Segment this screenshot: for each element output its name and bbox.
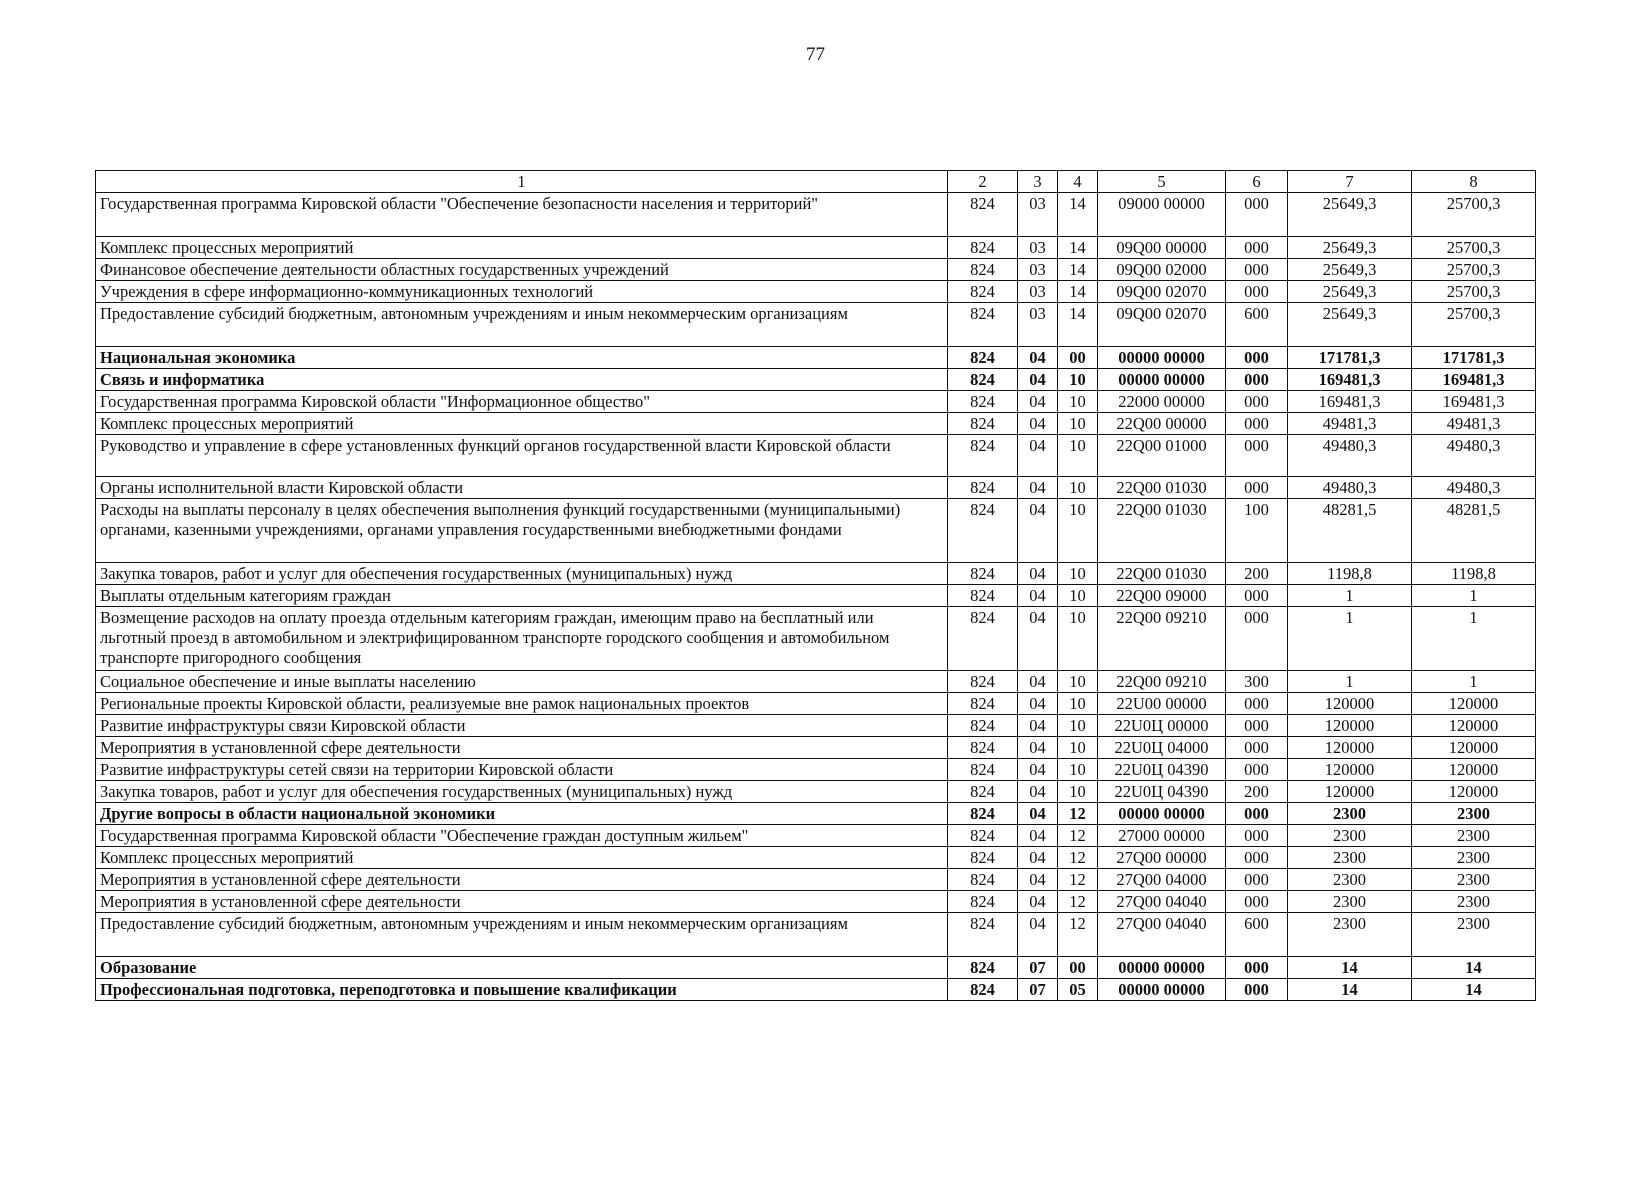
col-4-code: 10 bbox=[1058, 563, 1098, 585]
table-row bbox=[96, 435, 1536, 477]
item-name: Учреждения в сфере информационно-коммуникационных технологий bbox=[96, 281, 948, 303]
col-6-code: 000 bbox=[1226, 585, 1288, 607]
col-3-code: 07 bbox=[1018, 957, 1058, 979]
col-3-code: 04 bbox=[1018, 391, 1058, 413]
col-8-amount: 49480,3 bbox=[1412, 477, 1536, 499]
table-row bbox=[96, 803, 1536, 825]
item-name: Комплекс процессных мероприятий bbox=[96, 847, 948, 869]
col-4-code: 10 bbox=[1058, 715, 1098, 737]
col-6-code: 600 bbox=[1226, 913, 1288, 957]
col-8-amount: 2300 bbox=[1412, 869, 1536, 891]
table-row bbox=[96, 499, 1536, 563]
col-6-code: 000 bbox=[1226, 737, 1288, 759]
col-6-code: 000 bbox=[1226, 369, 1288, 391]
col-4-code: 00 bbox=[1058, 957, 1098, 979]
table-row bbox=[96, 193, 1536, 237]
table-row bbox=[96, 781, 1536, 803]
col-2-code: 824 bbox=[948, 391, 1018, 413]
col-2-code: 824 bbox=[948, 477, 1018, 499]
col-8-amount: 1 bbox=[1412, 607, 1536, 671]
table-row bbox=[96, 759, 1536, 781]
col-7-amount: 169481,3 bbox=[1288, 369, 1412, 391]
col-4-code: 10 bbox=[1058, 693, 1098, 715]
col-5-code: 27000 00000 bbox=[1098, 825, 1226, 847]
table-row bbox=[96, 413, 1536, 435]
col-5-code: 22U00 00000 bbox=[1098, 693, 1226, 715]
col-7-amount: 120000 bbox=[1288, 781, 1412, 803]
col-3-code: 04 bbox=[1018, 563, 1058, 585]
col-3-code: 04 bbox=[1018, 781, 1058, 803]
item-name: Органы исполнительной власти Кировской области bbox=[96, 477, 948, 499]
col-6-code: 000 bbox=[1226, 957, 1288, 979]
col-3-code: 03 bbox=[1018, 259, 1058, 281]
col-2-code: 824 bbox=[948, 957, 1018, 979]
col-2-code: 824 bbox=[948, 259, 1018, 281]
col-2-code: 824 bbox=[948, 281, 1018, 303]
col-5-code: 00000 00000 bbox=[1098, 347, 1226, 369]
col-8-amount: 2300 bbox=[1412, 803, 1536, 825]
col-5-code: 22Q00 01030 bbox=[1098, 563, 1226, 585]
col-7-amount: 2300 bbox=[1288, 891, 1412, 913]
col-3-code: 04 bbox=[1018, 891, 1058, 913]
col-2-code: 824 bbox=[948, 585, 1018, 607]
col-7-amount: 49481,3 bbox=[1288, 413, 1412, 435]
header-row bbox=[96, 171, 1536, 193]
col-7-amount: 14 bbox=[1288, 957, 1412, 979]
col-2-code: 824 bbox=[948, 237, 1018, 259]
col-3-code: 04 bbox=[1018, 913, 1058, 957]
col-6-code: 000 bbox=[1226, 391, 1288, 413]
col-3-code: 04 bbox=[1018, 477, 1058, 499]
col-2-code: 824 bbox=[948, 803, 1018, 825]
item-name: Финансовое обеспечение деятельности областных государственных учреждений bbox=[96, 259, 948, 281]
col-8-amount: 25700,3 bbox=[1412, 259, 1536, 281]
col-4-code: 12 bbox=[1058, 869, 1098, 891]
col-4-code: 12 bbox=[1058, 847, 1098, 869]
col-7-amount: 2300 bbox=[1288, 825, 1412, 847]
col-7-amount: 120000 bbox=[1288, 715, 1412, 737]
item-name: Государственная программа Кировской области "Обеспечение граждан доступным жильем" bbox=[96, 825, 948, 847]
col-4-code: 10 bbox=[1058, 781, 1098, 803]
item-name: Связь и информатика bbox=[96, 369, 948, 391]
table-row bbox=[96, 891, 1536, 913]
col-2-code: 824 bbox=[948, 781, 1018, 803]
col-2-code: 824 bbox=[948, 913, 1018, 957]
col-2-code: 824 bbox=[948, 979, 1018, 1001]
table-row bbox=[96, 957, 1536, 979]
item-name: Закупка товаров, работ и услуг для обеспечения государственных (муниципальных) нужд bbox=[96, 563, 948, 585]
col-3-code: 03 bbox=[1018, 193, 1058, 237]
col-8-amount: 120000 bbox=[1412, 781, 1536, 803]
col-6-code: 000 bbox=[1226, 413, 1288, 435]
item-name: Закупка товаров, работ и услуг для обеспечения государственных (муниципальных) нужд bbox=[96, 781, 948, 803]
col-8-amount: 120000 bbox=[1412, 715, 1536, 737]
col-2-code: 824 bbox=[948, 715, 1018, 737]
col-3-code: 04 bbox=[1018, 435, 1058, 477]
col-6-code: 000 bbox=[1226, 847, 1288, 869]
col-5-code: 22U0Ц 04390 bbox=[1098, 759, 1226, 781]
header-col-3: 3 bbox=[1018, 171, 1058, 193]
col-4-code: 12 bbox=[1058, 913, 1098, 957]
col-5-code: 22Q00 00000 bbox=[1098, 413, 1226, 435]
header-col-4: 4 bbox=[1058, 171, 1098, 193]
col-6-code: 000 bbox=[1226, 979, 1288, 1001]
table-row bbox=[96, 979, 1536, 1001]
col-7-amount: 2300 bbox=[1288, 913, 1412, 957]
item-name: Выплаты отдельным категориям граждан bbox=[96, 585, 948, 607]
item-name: Комплекс процессных мероприятий bbox=[96, 413, 948, 435]
col-8-amount: 1198,8 bbox=[1412, 563, 1536, 585]
col-3-code: 04 bbox=[1018, 347, 1058, 369]
col-8-amount: 49481,3 bbox=[1412, 413, 1536, 435]
col-7-amount: 1 bbox=[1288, 671, 1412, 693]
item-name: Мероприятия в установленной сфере деятельности bbox=[96, 737, 948, 759]
col-7-amount: 2300 bbox=[1288, 869, 1412, 891]
col-4-code: 14 bbox=[1058, 259, 1098, 281]
col-4-code: 12 bbox=[1058, 825, 1098, 847]
col-8-amount: 2300 bbox=[1412, 913, 1536, 957]
col-7-amount: 120000 bbox=[1288, 737, 1412, 759]
table-body bbox=[96, 193, 1536, 1001]
col-3-code: 04 bbox=[1018, 585, 1058, 607]
col-6-code: 000 bbox=[1226, 281, 1288, 303]
col-7-amount: 49480,3 bbox=[1288, 435, 1412, 477]
col-3-code: 04 bbox=[1018, 869, 1058, 891]
col-7-amount: 169481,3 bbox=[1288, 391, 1412, 413]
col-8-amount: 2300 bbox=[1412, 847, 1536, 869]
col-5-code: 09Q00 00000 bbox=[1098, 237, 1226, 259]
col-2-code: 824 bbox=[948, 891, 1018, 913]
item-name: Государственная программа Кировской области "Обеспечение безопасности населения и территорий" bbox=[96, 193, 948, 237]
col-4-code: 05 bbox=[1058, 979, 1098, 1001]
item-name: Национальная экономика bbox=[96, 347, 948, 369]
header-col-2: 2 bbox=[948, 171, 1018, 193]
col-2-code: 824 bbox=[948, 847, 1018, 869]
table-row bbox=[96, 303, 1536, 347]
col-4-code: 10 bbox=[1058, 369, 1098, 391]
col-8-amount: 169481,3 bbox=[1412, 369, 1536, 391]
col-2-code: 824 bbox=[948, 435, 1018, 477]
item-name: Расходы на выплаты персоналу в целях обеспечения выполнения функций государственными (муниципальными) органами, казенными учреждениями, органами управления государственными внебюджетными фондами bbox=[96, 499, 948, 563]
item-name: Региональные проекты Кировской области, реализуемые вне рамок национальных проектов bbox=[96, 693, 948, 715]
col-5-code: 27Q00 04000 bbox=[1098, 869, 1226, 891]
col-3-code: 03 bbox=[1018, 303, 1058, 347]
table-row bbox=[96, 563, 1536, 585]
col-5-code: 00000 00000 bbox=[1098, 957, 1226, 979]
col-6-code: 000 bbox=[1226, 259, 1288, 281]
col-7-amount: 1 bbox=[1288, 585, 1412, 607]
table-row bbox=[96, 281, 1536, 303]
col-8-amount: 1 bbox=[1412, 585, 1536, 607]
col-5-code: 27Q00 00000 bbox=[1098, 847, 1226, 869]
col-3-code: 04 bbox=[1018, 825, 1058, 847]
col-3-code: 04 bbox=[1018, 715, 1058, 737]
col-5-code: 09000 00000 bbox=[1098, 193, 1226, 237]
col-2-code: 824 bbox=[948, 499, 1018, 563]
col-6-code: 000 bbox=[1226, 693, 1288, 715]
col-2-code: 824 bbox=[948, 193, 1018, 237]
item-name: Руководство и управление в сфере установленных функций органов государственной власти Кировской области bbox=[96, 435, 948, 477]
col-4-code: 10 bbox=[1058, 499, 1098, 563]
col-2-code: 824 bbox=[948, 759, 1018, 781]
col-6-code: 000 bbox=[1226, 477, 1288, 499]
header-col-5: 5 bbox=[1098, 171, 1226, 193]
col-5-code: 22Q00 09210 bbox=[1098, 607, 1226, 671]
col-8-amount: 25700,3 bbox=[1412, 193, 1536, 237]
col-2-code: 824 bbox=[948, 737, 1018, 759]
col-5-code: 09Q00 02070 bbox=[1098, 281, 1226, 303]
col-6-code: 000 bbox=[1226, 607, 1288, 671]
col-7-amount: 14 bbox=[1288, 979, 1412, 1001]
page-number: 77 bbox=[806, 44, 825, 65]
col-4-code: 10 bbox=[1058, 607, 1098, 671]
table-row bbox=[96, 869, 1536, 891]
col-8-amount: 25700,3 bbox=[1412, 237, 1536, 259]
col-2-code: 824 bbox=[948, 347, 1018, 369]
col-5-code: 09Q00 02000 bbox=[1098, 259, 1226, 281]
col-4-code: 00 bbox=[1058, 347, 1098, 369]
col-2-code: 824 bbox=[948, 607, 1018, 671]
item-name: Предоставление субсидий бюджетным, автономным учреждениям и иным некоммерческим организациям bbox=[96, 913, 948, 957]
item-name: Государственная программа Кировской области "Информационное общество" bbox=[96, 391, 948, 413]
col-6-code: 000 bbox=[1226, 715, 1288, 737]
col-8-amount: 171781,3 bbox=[1412, 347, 1536, 369]
col-4-code: 12 bbox=[1058, 891, 1098, 913]
col-8-amount: 48281,5 bbox=[1412, 499, 1536, 563]
col-7-amount: 2300 bbox=[1288, 847, 1412, 869]
col-6-code: 000 bbox=[1226, 435, 1288, 477]
col-4-code: 10 bbox=[1058, 477, 1098, 499]
col-4-code: 10 bbox=[1058, 759, 1098, 781]
col-2-code: 824 bbox=[948, 563, 1018, 585]
col-4-code: 10 bbox=[1058, 585, 1098, 607]
col-8-amount: 2300 bbox=[1412, 891, 1536, 913]
item-name: Образование bbox=[96, 957, 948, 979]
col-4-code: 10 bbox=[1058, 391, 1098, 413]
col-7-amount: 1 bbox=[1288, 607, 1412, 671]
col-3-code: 03 bbox=[1018, 237, 1058, 259]
col-8-amount: 120000 bbox=[1412, 759, 1536, 781]
col-6-code: 300 bbox=[1226, 671, 1288, 693]
item-name: Социальное обеспечение и иные выплаты населению bbox=[96, 671, 948, 693]
header-col-6: 6 bbox=[1226, 171, 1288, 193]
col-3-code: 04 bbox=[1018, 693, 1058, 715]
col-8-amount: 120000 bbox=[1412, 693, 1536, 715]
col-3-code: 04 bbox=[1018, 499, 1058, 563]
col-8-amount: 25700,3 bbox=[1412, 303, 1536, 347]
col-6-code: 200 bbox=[1226, 563, 1288, 585]
col-6-code: 000 bbox=[1226, 869, 1288, 891]
table-row bbox=[96, 347, 1536, 369]
col-6-code: 000 bbox=[1226, 193, 1288, 237]
item-name: Комплекс процессных мероприятий bbox=[96, 237, 948, 259]
col-2-code: 824 bbox=[948, 303, 1018, 347]
item-name: Развитие инфраструктуры сетей связи на территории Кировской области bbox=[96, 759, 948, 781]
col-5-code: 22Q00 01000 bbox=[1098, 435, 1226, 477]
table-row bbox=[96, 237, 1536, 259]
col-5-code: 22U0Ц 04390 bbox=[1098, 781, 1226, 803]
table-row bbox=[96, 477, 1536, 499]
col-7-amount: 25649,3 bbox=[1288, 193, 1412, 237]
col-5-code: 27Q00 04040 bbox=[1098, 913, 1226, 957]
col-7-amount: 49480,3 bbox=[1288, 477, 1412, 499]
col-3-code: 04 bbox=[1018, 413, 1058, 435]
table-row bbox=[96, 847, 1536, 869]
col-8-amount: 2300 bbox=[1412, 825, 1536, 847]
col-3-code: 04 bbox=[1018, 759, 1058, 781]
item-name: Мероприятия в установленной сфере деятельности bbox=[96, 869, 948, 891]
table-row bbox=[96, 259, 1536, 281]
table-row bbox=[96, 737, 1536, 759]
col-4-code: 12 bbox=[1058, 803, 1098, 825]
col-6-code: 600 bbox=[1226, 303, 1288, 347]
table-row bbox=[96, 607, 1536, 671]
col-8-amount: 1 bbox=[1412, 671, 1536, 693]
col-7-amount: 120000 bbox=[1288, 759, 1412, 781]
header-col-1: 1 bbox=[96, 171, 948, 193]
col-4-code: 10 bbox=[1058, 435, 1098, 477]
col-2-code: 824 bbox=[948, 671, 1018, 693]
table-row bbox=[96, 693, 1536, 715]
col-5-code: 22Q00 01030 bbox=[1098, 477, 1226, 499]
col-2-code: 824 bbox=[948, 413, 1018, 435]
item-name: Мероприятия в установленной сфере деятельности bbox=[96, 891, 948, 913]
col-7-amount: 48281,5 bbox=[1288, 499, 1412, 563]
col-3-code: 03 bbox=[1018, 281, 1058, 303]
item-name: Профессиональная подготовка, переподготовка и повышение квалификации bbox=[96, 979, 948, 1001]
col-6-code: 000 bbox=[1226, 891, 1288, 913]
table-row bbox=[96, 913, 1536, 957]
col-3-code: 04 bbox=[1018, 369, 1058, 391]
col-5-code: 22000 00000 bbox=[1098, 391, 1226, 413]
col-5-code: 22Q00 09210 bbox=[1098, 671, 1226, 693]
col-6-code: 100 bbox=[1226, 499, 1288, 563]
col-6-code: 200 bbox=[1226, 781, 1288, 803]
col-3-code: 04 bbox=[1018, 803, 1058, 825]
col-5-code: 22Q00 01030 bbox=[1098, 499, 1226, 563]
col-5-code: 00000 00000 bbox=[1098, 979, 1226, 1001]
item-name: Предоставление субсидий бюджетным, автономным учреждениям и иным некоммерческим организациям bbox=[96, 303, 948, 347]
col-6-code: 000 bbox=[1226, 825, 1288, 847]
col-4-code: 14 bbox=[1058, 303, 1098, 347]
table-row bbox=[96, 825, 1536, 847]
col-7-amount: 25649,3 bbox=[1288, 281, 1412, 303]
col-3-code: 04 bbox=[1018, 671, 1058, 693]
col-5-code: 00000 00000 bbox=[1098, 803, 1226, 825]
col-5-code: 27Q00 04040 bbox=[1098, 891, 1226, 913]
col-2-code: 824 bbox=[948, 869, 1018, 891]
col-7-amount: 171781,3 bbox=[1288, 347, 1412, 369]
col-8-amount: 14 bbox=[1412, 979, 1536, 1001]
table-row bbox=[96, 585, 1536, 607]
item-name: Развитие инфраструктуры связи Кировской области bbox=[96, 715, 948, 737]
col-4-code: 14 bbox=[1058, 193, 1098, 237]
col-3-code: 04 bbox=[1018, 737, 1058, 759]
col-4-code: 14 bbox=[1058, 237, 1098, 259]
col-6-code: 000 bbox=[1226, 759, 1288, 781]
col-5-code: 22U0Ц 00000 bbox=[1098, 715, 1226, 737]
col-5-code: 22U0Ц 04000 bbox=[1098, 737, 1226, 759]
col-6-code: 000 bbox=[1226, 347, 1288, 369]
col-8-amount: 25700,3 bbox=[1412, 281, 1536, 303]
table-row bbox=[96, 369, 1536, 391]
col-7-amount: 25649,3 bbox=[1288, 303, 1412, 347]
col-3-code: 04 bbox=[1018, 607, 1058, 671]
col-6-code: 000 bbox=[1226, 803, 1288, 825]
col-4-code: 10 bbox=[1058, 737, 1098, 759]
table-row bbox=[96, 671, 1536, 693]
item-name: Возмещение расходов на оплату проезда отдельным категориям граждан, имеющим право на бесплатный или льготный проезд в автомобильном и электрифицированном транспорте городского сообщения и автомобильном транспорте пригородного сообщения bbox=[96, 607, 948, 671]
col-3-code: 07 bbox=[1018, 979, 1058, 1001]
table-row bbox=[96, 715, 1536, 737]
col-5-code: 09Q00 02070 bbox=[1098, 303, 1226, 347]
header-col-7: 7 bbox=[1288, 171, 1412, 193]
col-4-code: 10 bbox=[1058, 413, 1098, 435]
col-5-code: 00000 00000 bbox=[1098, 369, 1226, 391]
col-7-amount: 120000 bbox=[1288, 693, 1412, 715]
col-4-code: 10 bbox=[1058, 671, 1098, 693]
col-3-code: 04 bbox=[1018, 847, 1058, 869]
col-8-amount: 14 bbox=[1412, 957, 1536, 979]
col-7-amount: 1198,8 bbox=[1288, 563, 1412, 585]
col-7-amount: 2300 bbox=[1288, 803, 1412, 825]
col-2-code: 824 bbox=[948, 369, 1018, 391]
col-8-amount: 169481,3 bbox=[1412, 391, 1536, 413]
col-5-code: 22Q00 09000 bbox=[1098, 585, 1226, 607]
col-8-amount: 120000 bbox=[1412, 737, 1536, 759]
item-name: Другие вопросы в области национальной экономики bbox=[96, 803, 948, 825]
col-6-code: 000 bbox=[1226, 237, 1288, 259]
col-7-amount: 25649,3 bbox=[1288, 237, 1412, 259]
col-8-amount: 49480,3 bbox=[1412, 435, 1536, 477]
table-row bbox=[96, 391, 1536, 413]
col-7-amount: 25649,3 bbox=[1288, 259, 1412, 281]
col-2-code: 824 bbox=[948, 693, 1018, 715]
col-4-code: 14 bbox=[1058, 281, 1098, 303]
col-2-code: 824 bbox=[948, 825, 1018, 847]
budget-table bbox=[95, 170, 1536, 1001]
header-col-8: 8 bbox=[1412, 171, 1536, 193]
